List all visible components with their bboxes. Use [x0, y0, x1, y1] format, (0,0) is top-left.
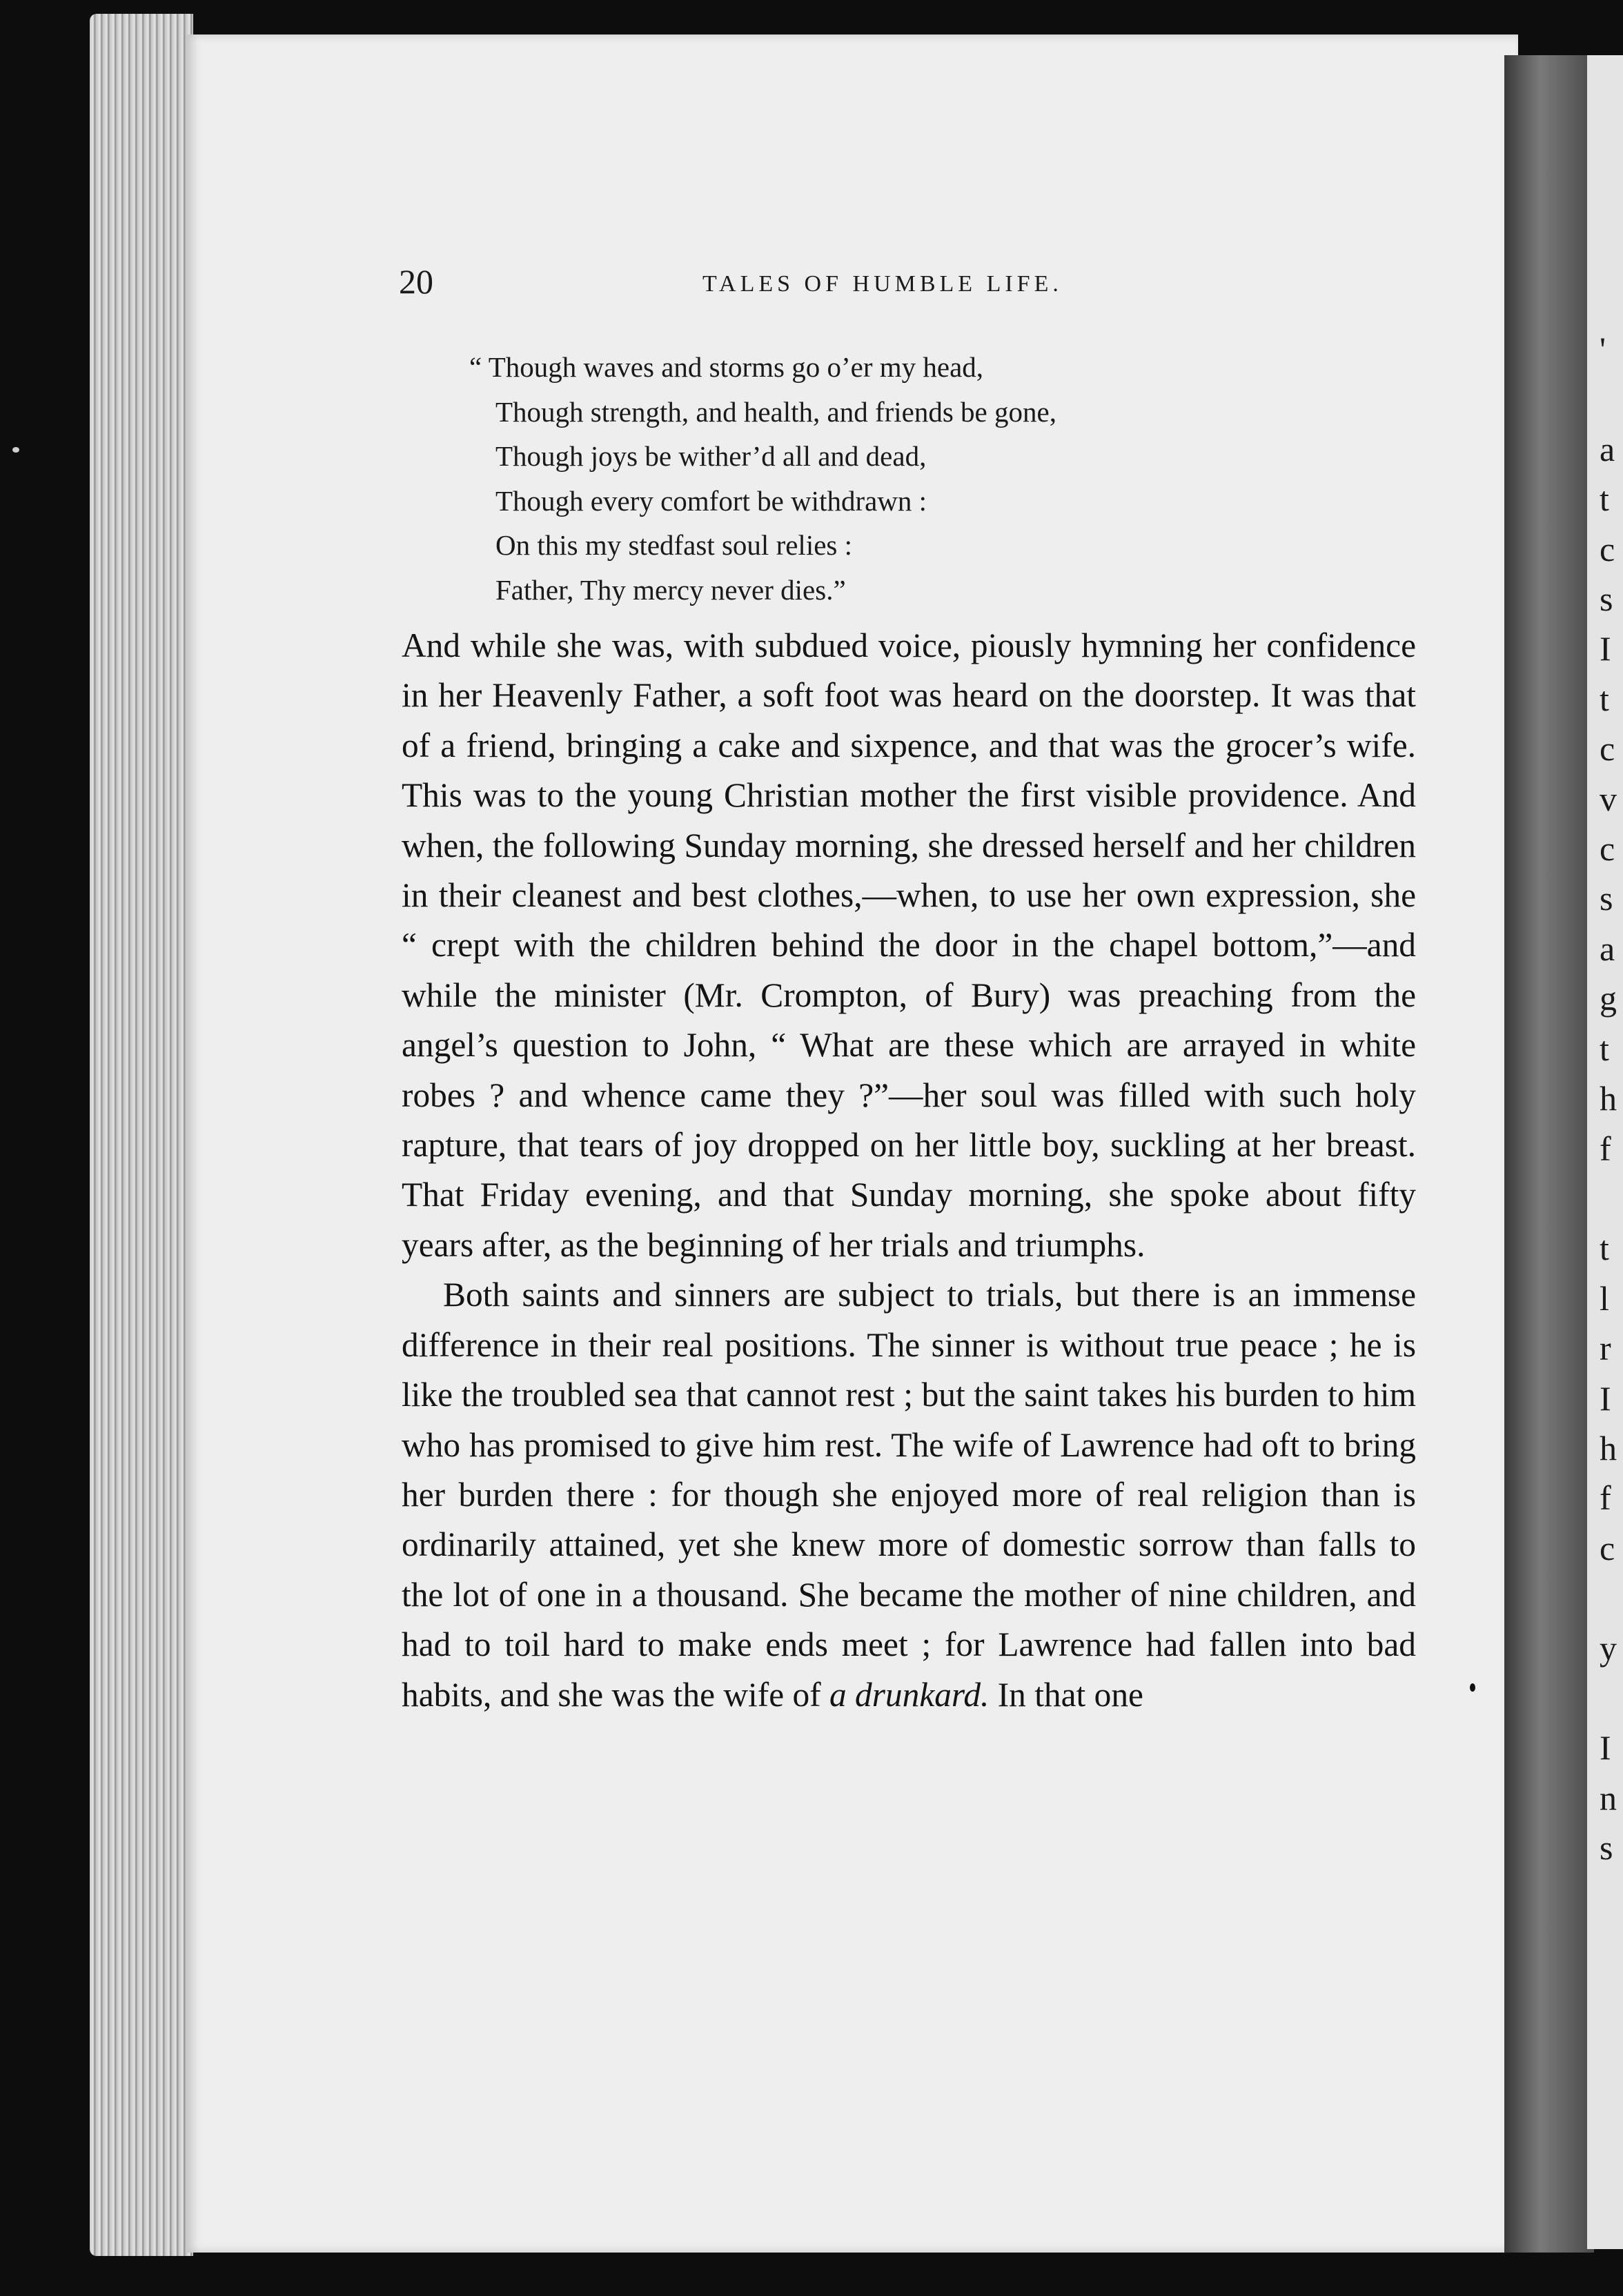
- running-title: TALES OF HUMBLE LIFE.: [702, 271, 1063, 297]
- paragraph: [402, 1270, 1416, 1720]
- facing-page-fragments: ' a t c s I t c v c s a g t h f t l r I h f c y I n s: [1600, 330, 1617, 1868]
- body-text: [402, 621, 1416, 1720]
- poem-line: Though strength, and health, and friends be gone,: [495, 395, 1056, 428]
- print-speck: [12, 447, 19, 453]
- print-speck: [1470, 1683, 1475, 1692]
- paragraph-text-end: In that one: [989, 1675, 1143, 1714]
- poem-line: “ Though waves and storms go o’er my head,: [469, 351, 984, 383]
- page-header: [399, 261, 1420, 302]
- poem-line: On this my stedfast soul relies :: [495, 529, 853, 561]
- paragraph-text: Both saints and sinners are subject to trials, but there is an immense difference in their real positions. The sinner is without true peace ; he is like the troubled sea that cannot rest ; but the saint takes his burden to him who has promised to give him rest. The wife of Lawrence had oft to bring her burden there : for though she enjoyed more of real religion than is ordinarily attained, yet she knew more of domestic sorrow than falls to the lot of one in a thousand. She became the mother of nine children, and had to toil hard to make ends meet ; for Lawrence had fallen into bad habits, and she was the wife of: [402, 1276, 1416, 1714]
- poem-stanza: [469, 345, 1393, 612]
- poem-line: Father, Thy mercy never dies.”: [495, 573, 846, 606]
- poem-line: Though joys be wither’d all and dead,: [495, 440, 927, 472]
- book-gutter: [1504, 55, 1594, 2253]
- italic-phrase: a drunkard.: [829, 1675, 990, 1714]
- page-edges: [90, 14, 193, 2256]
- poem-line: Though every comfort be withdrawn :: [495, 484, 927, 517]
- page-number: 20: [399, 262, 433, 301]
- paragraph: And while she was, with subdued voice, piously hymning her confidence in her Heavenly Father, a soft foot was heard on the doorstep. It was that of a friend, bringing a cake and sixpence, and that was the grocer’s wife. This was to the young Christian mother the first visible providence. And when, the following Sunday morning, she dressed herself and her children in their cleanest and best clothes,—when, to use her own expression, she “ crept with the children behind the door in the chapel bottom,”—and while the minister (Mr. Crompton, of Bury) was preaching from the angel’s question to John, “ What are these which are arrayed in white robes ? and whence came they ?”—her soul was filled with such holy rapture, that tears of joy dropped on her little boy, suckling at her breast. That Friday evening, and that Sunday morning, she spoke about fifty years after, as the beginning of her trials and triumphs.: [402, 626, 1416, 1264]
